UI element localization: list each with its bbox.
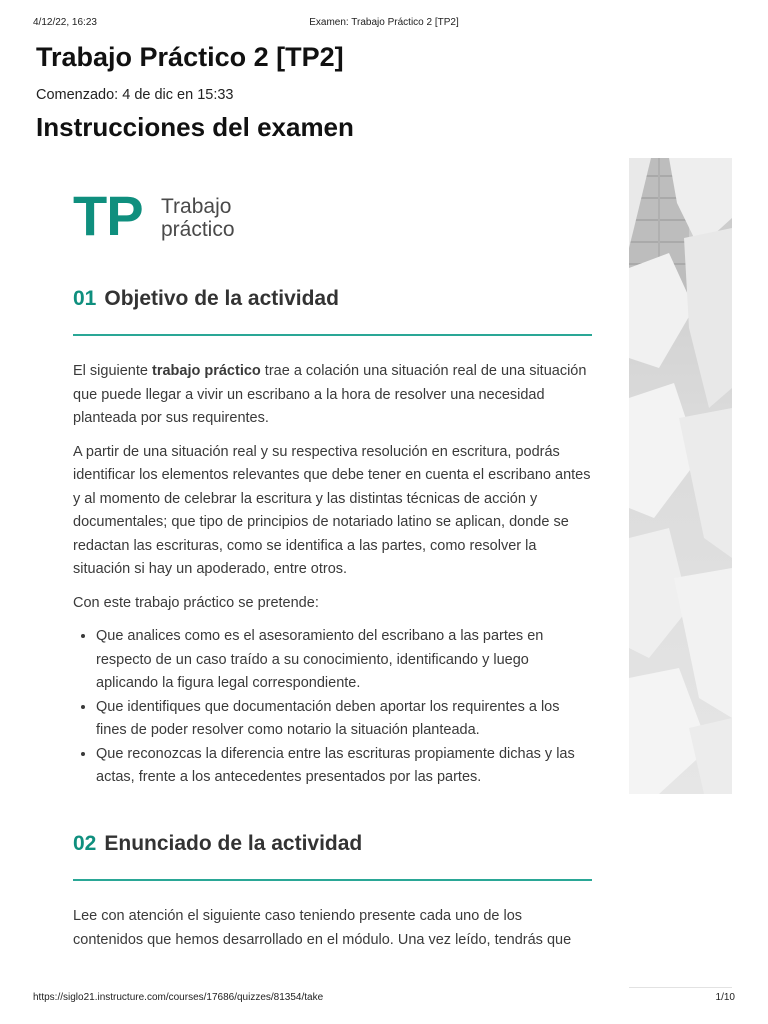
section-divider <box>73 334 592 336</box>
section-title-text: Objetivo de la actividad <box>104 287 339 310</box>
section-divider <box>73 879 592 881</box>
started-timestamp: Comenzado: 4 de dic en 15:33 <box>36 87 234 103</box>
decorative-banner-image <box>629 158 732 794</box>
objectives-list <box>73 625 591 790</box>
section-title-text: Enunciado de la actividad <box>104 832 363 855</box>
tp-logo-mark: TP <box>73 184 143 247</box>
list-item: • Que identifiques que documentación deben aportar los requirentes a los fines de poder resolver como notario la situación planteada. <box>96 696 591 743</box>
print-header <box>33 17 735 31</box>
section-02-body <box>73 905 591 962</box>
paragraph: El siguiente trabajo práctico trae a colación una situación real de una situación que puede llegar a vivir un escribano a la hora de resolver una necesidad planteada por sus requirentes. <box>73 363 587 426</box>
section-number: 01 <box>73 287 97 310</box>
bold-term: trabajo práctico <box>152 363 261 379</box>
instructions-heading: Instrucciones del examen <box>36 112 354 142</box>
paragraph: Con este trabajo práctico se pretende: <box>73 594 319 611</box>
section-01-body <box>73 360 591 790</box>
architecture-image <box>629 158 732 794</box>
page-title: Trabajo Práctico 2 [TP2] <box>36 42 344 72</box>
paragraph: Lee con atención el siguiente caso teniendo presente cada uno de los contenidos que hemos desarrollado en el módulo. Una vez leído, tendrás que <box>73 908 572 948</box>
paragraph: A partir de una situación real y su respectiva resolución en escritura, podrás identificar los elementos relevantes que debe tener en cuenta el escribano antes y al momento de celebrar la escritura y las distintas técnicas de acción y documentales; que tipo de principios de notariado latino se aplican, donde se redactan las escrituras, como se identifica a las partes, como resolver la situación si hay un apoderado, entre otros. <box>73 443 591 577</box>
tp-logo <box>73 184 273 247</box>
print-datetime: 4/12/22, 16:23 <box>33 17 97 28</box>
tp-logo-text <box>161 195 235 241</box>
list-item: • Que reconozcas la diferencia entre las escrituras propiamente dichas y las actas, frente a los antecedentes presentados por las partes. <box>96 743 591 790</box>
list-item: • Que analices como es el asesoramiento del escribano a las partes en respecto de un caso traído a su conocimiento, identificando y luego aplicando la figura legal correspondiente. <box>96 625 591 696</box>
footer-divider <box>629 987 732 988</box>
page-number: 1/10 <box>715 992 735 1003</box>
section-01-title <box>73 287 339 317</box>
tp-logo-line2: práctico <box>161 218 235 241</box>
section-number: 02 <box>73 832 97 855</box>
tp-logo-line1: Trabajo <box>161 195 232 218</box>
section-02-title <box>73 832 362 862</box>
print-url: https://siglo21.instructure.com/courses/17686/quizzes/81354/take <box>33 992 324 1003</box>
print-page-title: Examen: Trabajo Práctico 2 [TP2] <box>309 17 459 28</box>
print-footer <box>33 992 735 1006</box>
